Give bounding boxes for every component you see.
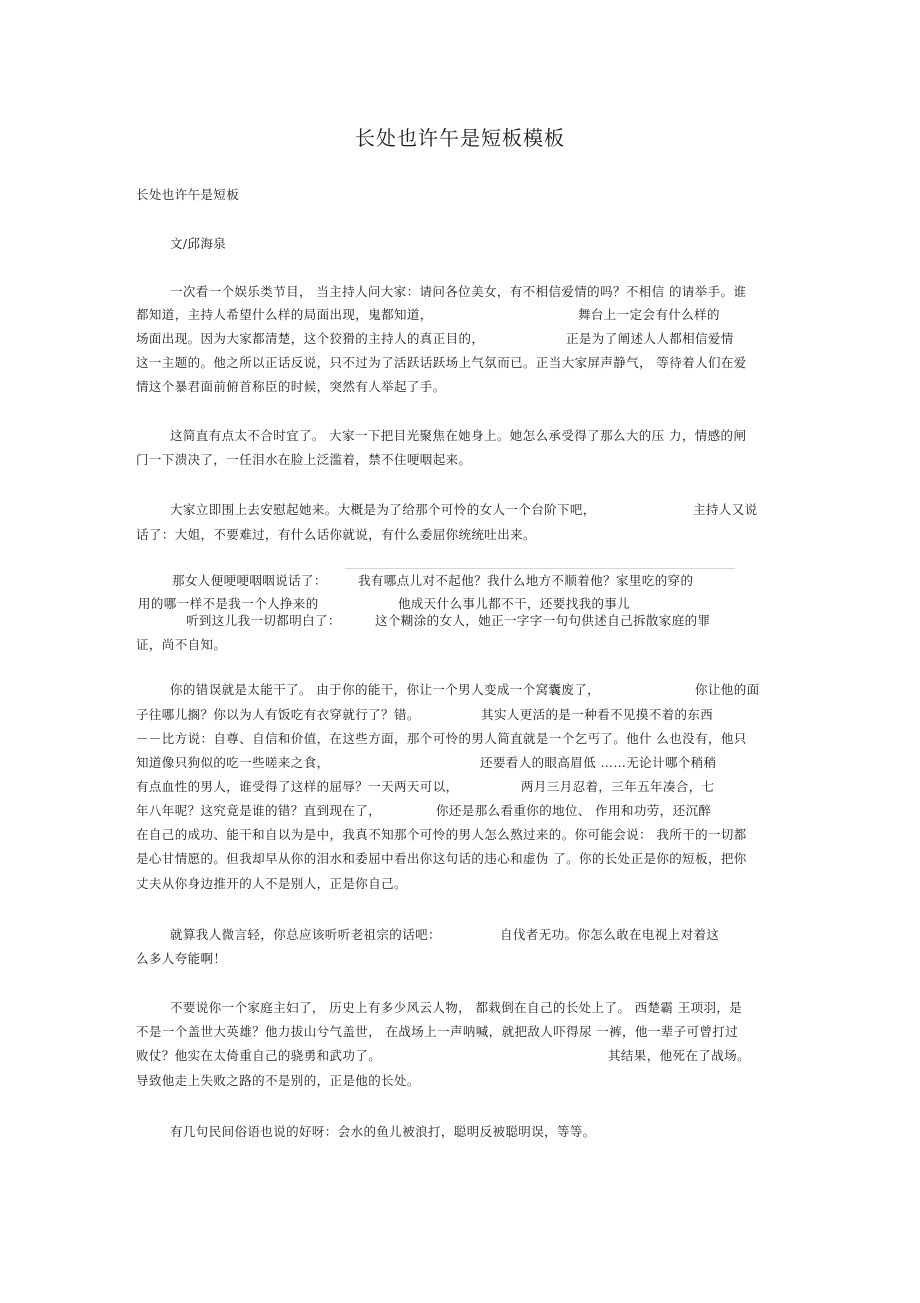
line-segment: 知道像只狗似的吃一些嗟来之食， <box>136 755 330 770</box>
line-segment: 主持人又说 <box>693 502 758 517</box>
line-segment: 你还是那么看重你的地位、 作用和功劳，还沉醉 <box>436 803 712 818</box>
line-segment: 两月三月忍着，三年五年凑合，七 <box>521 779 715 794</box>
line-segment: 就算我人微言轻，你总应该听听老祖宗的话吧： <box>170 927 441 942</box>
line-segment: 正是为了阐述人人都相信爱情 <box>566 331 734 346</box>
paragraph-line: 门一下溃决了，一任泪水在脸上泛滥着，禁不住哽咽起来。 <box>136 452 472 467</box>
subtitle: 长处也许午是短板 <box>136 187 240 202</box>
paragraph-line: 一次看一个娱乐类节目， 当主持人问大家：请问各位美女，有不相信爱情的吗？不相信 的请举手。谁 <box>170 284 747 299</box>
paragraph-line: 么多人夸能啊！ <box>136 951 227 966</box>
line-segment: 有点血性的男人，谁受得了这样的屈辱？一天两天可以， <box>136 779 459 794</box>
paragraph-line: 导致他走上失败之路的不是别的，正是他的长处。 <box>136 1073 420 1088</box>
paragraph-line: 话了：大姐，不要难过，有什么话你就说，有什么委屈你统统吐出来。 <box>136 527 536 542</box>
line-segment: 子往哪儿搁？你以为人有饭吃有衣穿就行了？错。 <box>136 707 420 722</box>
paragraph-line: 有几句民间俗语也说的好呀：会水的鱼儿被浪打，聪明反被聪明误，等等。 <box>170 1124 596 1139</box>
paragraph-line: 不是一个盖世大英雄？他力拔山兮气盖世， 在战场上一声呐喊，就把敌人吓得尿 一裤，他一辈子可曾打过 <box>136 1024 739 1039</box>
line-segment: 我有哪点儿对不起他？我什么地方不顺着他？家里吃的穿的 <box>358 573 694 588</box>
paragraph-line: 在自己的成功、能干和自以为是中，我真不知那个可怜的男人怎么熬过来的。你可能会说： 我所干的一切都 <box>136 827 747 842</box>
line-segment: 你的错误就是太能干了。 由于你的能干，你让一个男人变成一个窝囊废了， <box>170 682 601 697</box>
paragraph-line: 证，尚不自知。 <box>136 637 227 652</box>
line-segment: 败仗？他实在太倚重自己的骁勇和武功了。 <box>136 1048 382 1063</box>
paragraph-line: 这简直有点太不合时宜了。 大家一下把目光聚焦在她身上。她怎么承受得了那么大的压 力，情感的闸 <box>170 428 747 443</box>
line-segment: 年八年呢？这究竟是谁的错？直到现在了， <box>136 803 382 818</box>
line-segment: 其实人更活的是一种看不见摸不着的东西 <box>481 707 714 722</box>
line-segment: 其结果，他死在了战场。 <box>608 1048 750 1063</box>
paragraph-line: 不要说你一个家庭主妇了， 历史上有多少风云人物， 都栽倒在自己的长处上了。 西楚霸 王项羽，是 <box>170 1000 743 1015</box>
line-segment: 大家立即围上去安慰起她来。大概是为了给那个可怜的女人一个台阶下吧， <box>170 502 596 517</box>
document-title: 长处也许午是短板模板 <box>355 126 565 150</box>
paragraph-line: 丈夫从你身边推开的人不是别人，正是你自己。 <box>136 876 407 891</box>
line-segment: 舞台上一定会有什么样的 <box>578 307 720 322</box>
line-segment: 都知道，主持人希望什么样的局面出现，鬼都知道， <box>136 307 433 322</box>
line-segment: 那女人便哽哽咽咽说话了： <box>172 573 327 588</box>
line-segment: 用的哪一样不是我一个人挣来的 <box>138 596 319 611</box>
line-segment: 场面出现。因为大家都清楚，这个狡猾的主持人的真正目的， <box>136 331 485 346</box>
line-segment: 他成天什么事儿都不干，还要找我的事儿 <box>398 596 631 611</box>
line-segment: 你让他的面 <box>695 682 760 697</box>
paragraph-line: －－比方说：自尊、自信和价值，在这些方面，那个可怜的男人简直就是一个乞丐了。他什 么也没有，他只 <box>136 731 747 746</box>
line-segment: 这个糊涂的女人，她正一字字一句句供述自己拆散家庭的罪 <box>375 613 711 628</box>
line-segment: 自伐者无功。你怎么敢在电视上对着这 <box>500 927 720 942</box>
divider-rule <box>345 568 735 569</box>
line-segment: 还要看人的眼高眉低 ……无论计哪个稍稍 <box>480 755 717 770</box>
line-segment: 听到这儿我一切都明白了： <box>186 613 341 628</box>
paragraph-line: 情这个暴君面前俯首称臣的时候，突然有人举起了手。 <box>136 379 446 394</box>
paragraph-line: 这一主题的。他之所以正话反说，只不过为了活跃话跃场上气氛而已。正当大家屏声静气， 等待着人们在爱 <box>136 355 747 370</box>
author-byline: 文/邱海泉 <box>170 236 227 251</box>
paragraph-line: 是心甘情愿的。但我却早从你的泪水和委屈中看出你这句话的违心和虚伪 了。你的长处正是你的短板，把你 <box>136 851 747 866</box>
